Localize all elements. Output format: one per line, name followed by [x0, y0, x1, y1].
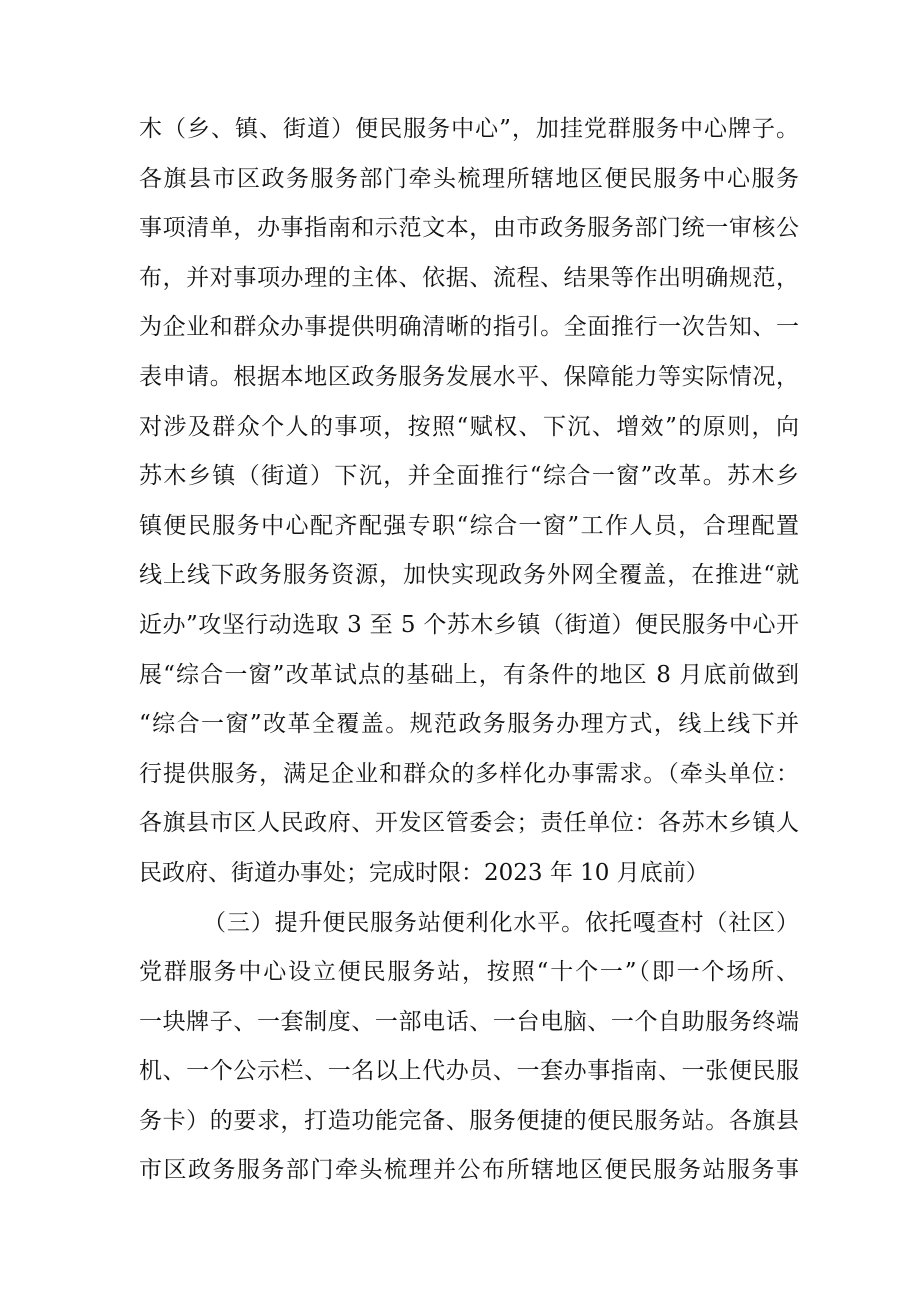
text-line: 对涉及群众个人的事项，按照“赋权、下沉、增效”的原则，向 [139, 413, 799, 440]
text-line: 民政府、街道办事处；完成时限：2023 年 10 月底前） [139, 859, 709, 886]
section-heading-line: （三）提升便民服务站便利化水平。依托嘎查村（社区） [203, 909, 799, 936]
text-line: 机、一个公示栏、一名以上代办员、一套办事指南、一张便民服 [139, 1058, 799, 1085]
text-line: 镇便民服务中心配齐配强专职“综合一窗”工作人员，合理配置 [139, 512, 799, 539]
text-line: 近办”攻坚行动选取 3 至 5 个苏木乡镇（街道）便民服务中心开 [139, 611, 799, 638]
text-line: 布，并对事项办理的主体、依据、流程、结果等作出明确规范， [139, 264, 799, 291]
text-line: 木（乡、镇、街道）便民服务中心”，加挂党群服务中心牌子。 [139, 116, 799, 142]
text-line: 各旗县市区人民政府、开发区管委会；责任单位：各苏木乡镇人 [139, 810, 799, 837]
text-line: 行提供服务，满足企业和群众的多样化办事需求。（牵头单位： [139, 760, 799, 787]
text-line: 事项清单，办事指南和示范文本，由市政务服务部门统一审核公 [139, 215, 799, 242]
text-line: 党群服务中心设立便民服务站，按照“十个一”（即一个场所、 [139, 959, 799, 986]
text-line: 苏木乡镇（街道）下沉，并全面推行“综合一窗”改革。苏木乡 [139, 463, 799, 490]
text-line: 市区政务服务部门牵头梳理并公布所辖地区便民服务站服务事 [139, 1157, 799, 1184]
text-line: 为企业和群众办事提供明确清晰的指引。全面推行一次告知、一 [139, 314, 799, 341]
text-line: 展“综合一窗”改革试点的基础上，有条件的地区 8 月底前做到 [139, 661, 799, 688]
document-body [139, 105, 799, 1196]
text-line: 务卡）的要求，打造功能完备、服务便捷的便民服务站。各旗县 [139, 1107, 799, 1134]
text-line: 线上线下政务服务资源，加快实现政务外网全覆盖，在推进“就 [139, 562, 799, 589]
text-line: 表申请。根据本地区政务服务发展水平、保障能力等实际情况， [139, 363, 799, 390]
text-line: 一块牌子、一套制度、一部电话、一台电脑、一个自助服务终端 [139, 1008, 799, 1035]
text-line: 各旗县市区政务服务部门牵头梳理所辖地区便民服务中心服务 [139, 165, 799, 192]
text-line: “综合一窗”改革全覆盖。规范政务服务办理方式，线上线下并 [139, 711, 799, 738]
